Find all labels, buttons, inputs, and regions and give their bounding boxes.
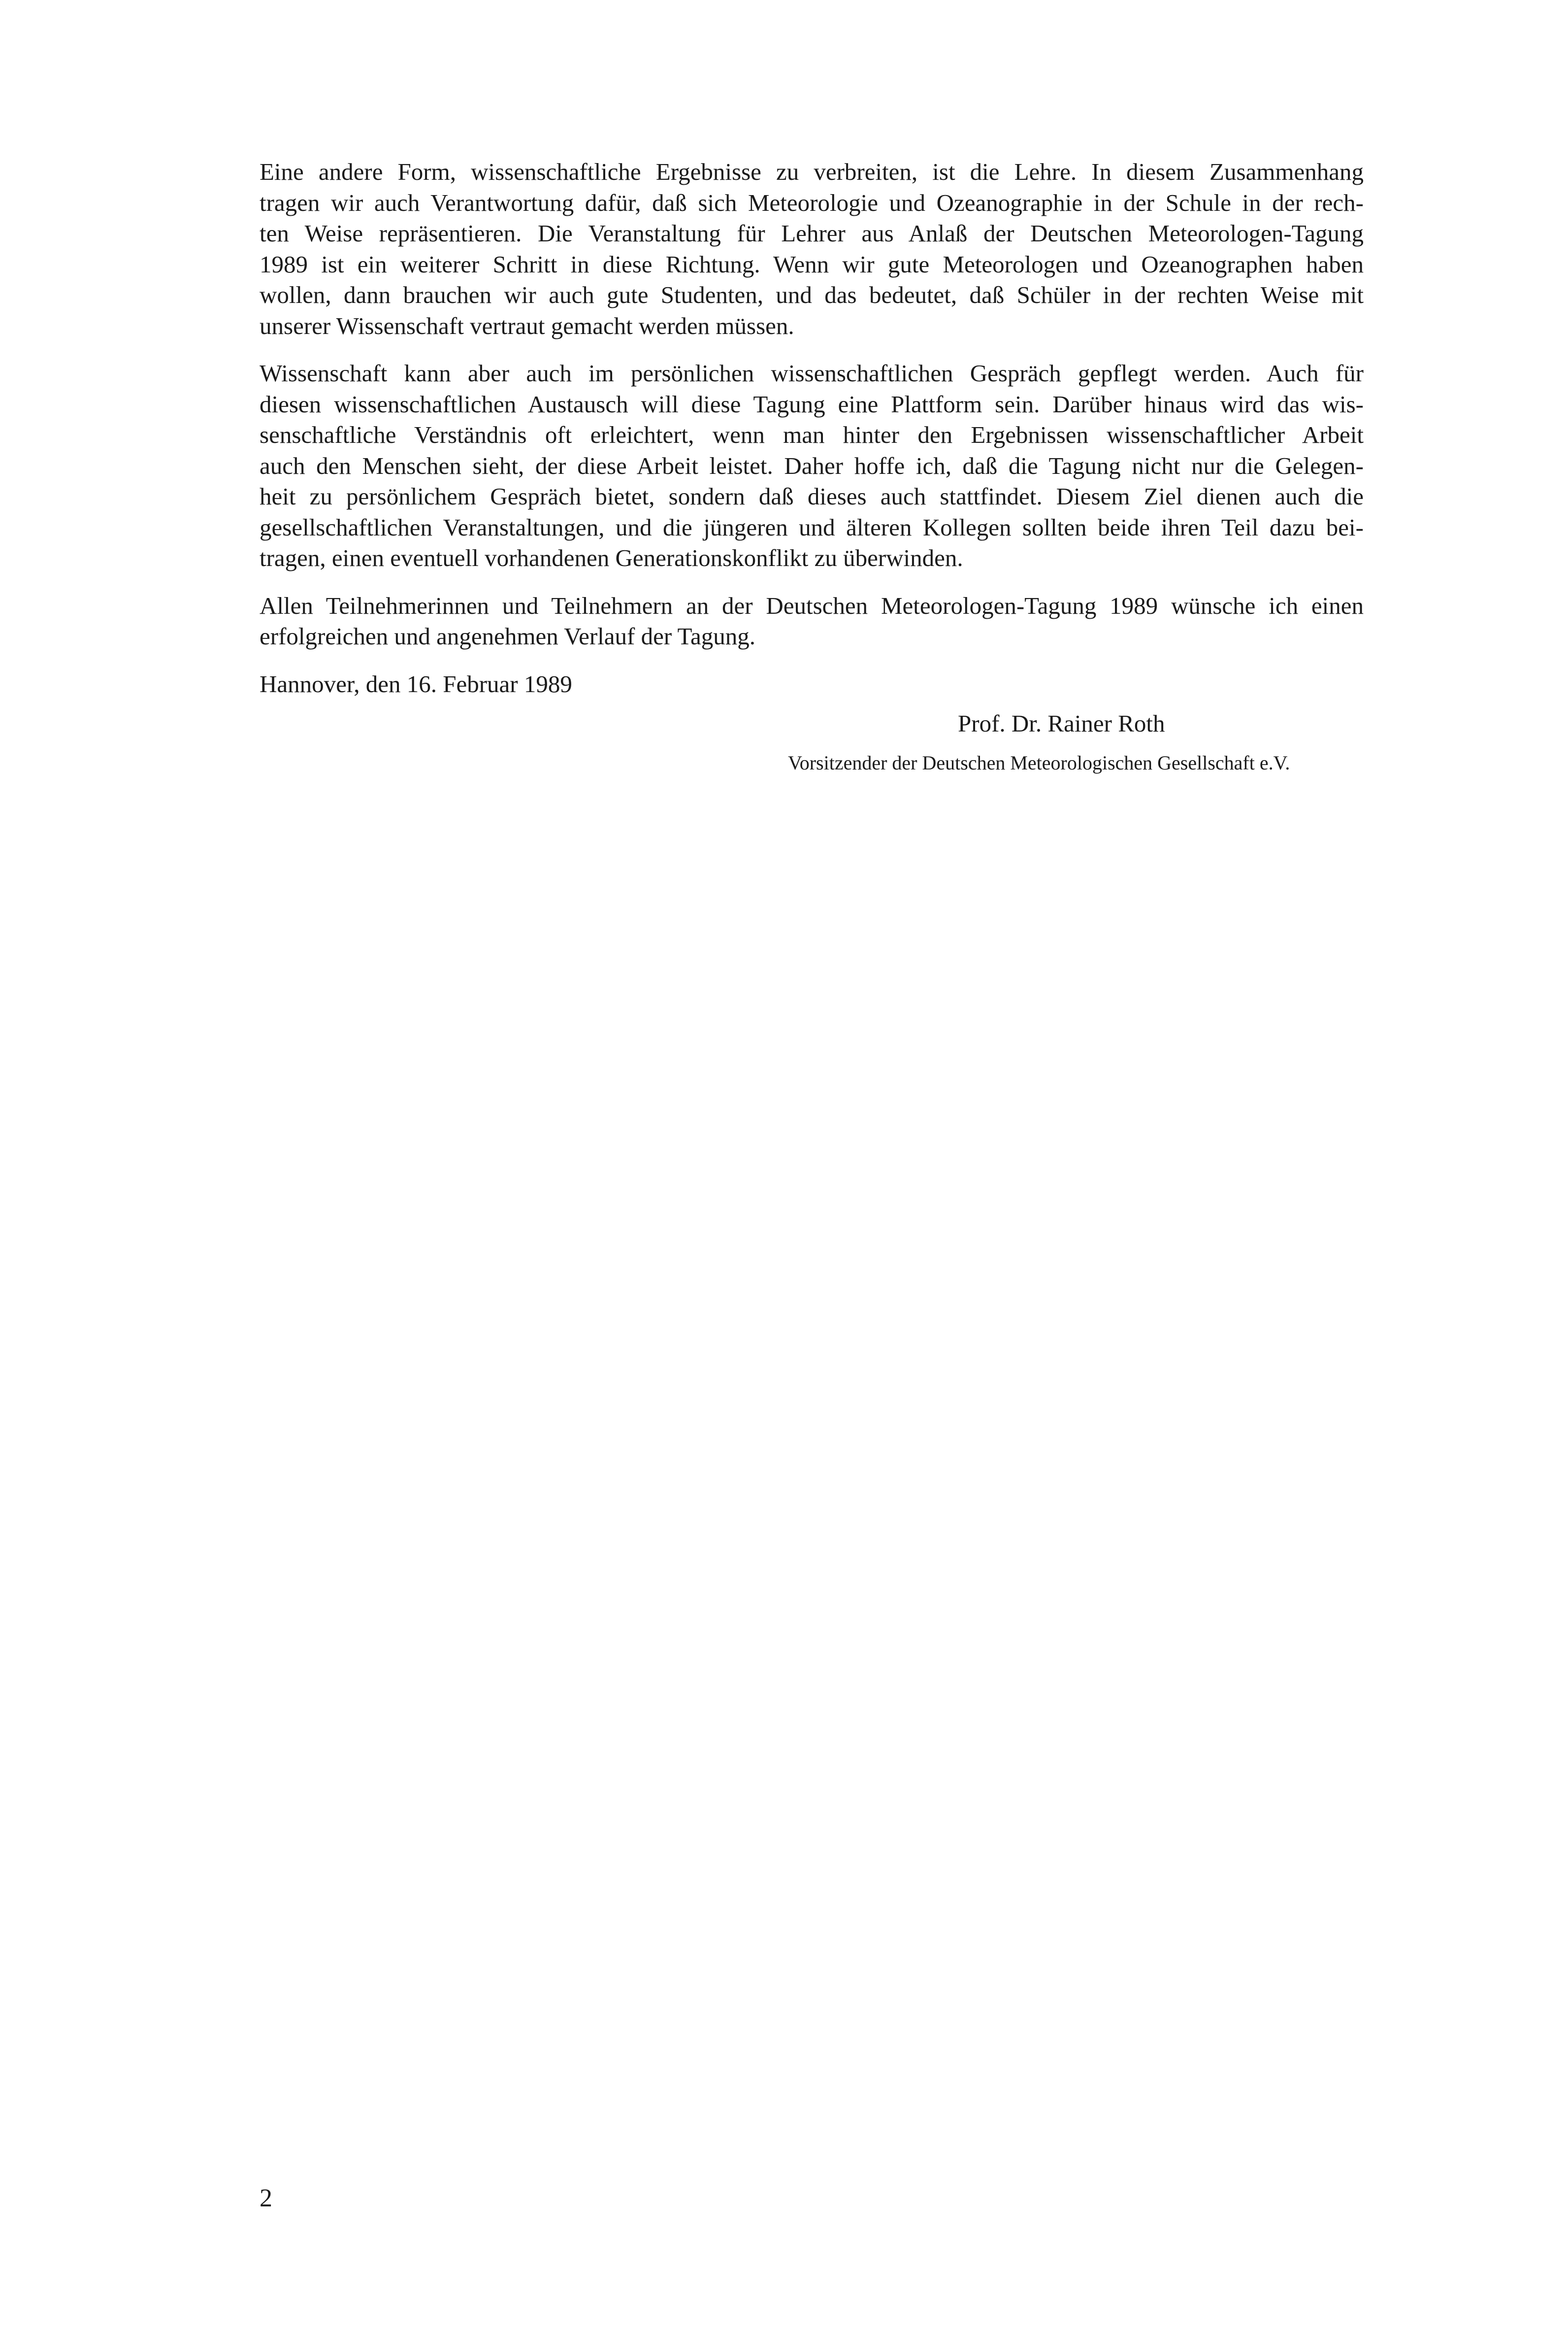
paragraph-teaching <box>260 157 1364 341</box>
text-line: auch den Menschen sieht, der diese Arbeit leistet. Daher hoffe ich, daß die Tagung nicht nur die Gelegen- <box>260 452 1364 479</box>
text-line: senschaftliche Verständnis oft erleichtert, wenn man hinter den Ergebnissen wissenschaftlicher Arbeit <box>260 421 1364 448</box>
text-line: 1989 ist ein weiterer Schritt in diese Richtung. Wenn wir gute Meteorologen und Ozeanographen haben <box>260 250 1364 278</box>
text-line: unserer Wissenschaft vertraut gemacht werden müssen. <box>260 312 794 339</box>
signature-block <box>788 708 1379 775</box>
body-text <box>260 157 1364 716</box>
text-line: Wissenschaft kann aber auch im persönlichen wissenschaftlichen Gespräch gepflegt werden. Auch für <box>260 360 1364 387</box>
text-line: tragen, einen eventuell vorhandenen Generationskonflikt zu überwinden. <box>260 544 963 571</box>
text-line: heit zu persönlichem Gespräch bietet, sondern daß dieses auch stattfindet. Diesem Ziel dienen auch die <box>260 483 1364 510</box>
text-line: diesen wissenschaftlichen Austausch will diese Tagung eine Plattform sein. Darüber hinaus wird das wis- <box>260 390 1364 418</box>
text-line: wollen, dann brauchen wir auch gute Studenten, und das bedeutet, daß Schüler in der rechten Weise mit <box>260 281 1364 308</box>
text-line: tragen wir auch Verantwortung dafür, daß sich Meteorologie und Ozeanographie in der Schule in der rech- <box>260 189 1364 216</box>
page-number: 2 <box>260 2184 272 2212</box>
date-line <box>260 669 1364 700</box>
text-line: gesellschaftlichen Veranstaltungen, und die jüngeren und älteren Kollegen sollten beide ihren Teil dazu bei- <box>260 513 1364 541</box>
text-line: Eine andere Form, wissenschaftliche Ergebnisse zu verbreiten, ist die Lehre. In diesem Zusammenhang <box>260 158 1364 185</box>
text-line: Hannover, den 16. Februar 1989 <box>260 670 572 698</box>
text-line: ten Weise repräsentieren. Die Veranstaltung für Lehrer aus Anlaß der Deutschen Meteorologen-Tagung <box>260 220 1364 247</box>
signatory-name: Prof. Dr. Rainer Roth <box>958 710 1165 737</box>
paragraph-exchange <box>260 358 1364 574</box>
text-line: Allen Teilnehmerinnen und Teilnehmern an der Deutschen Meteorologen-Tagung 1989 wünsche ich einen <box>260 592 1364 619</box>
signatory-title: Vorsitzender der Deutschen Meteorologischen Gesellschaft e.V. <box>788 752 1290 774</box>
text-line: erfolgreichen und angenehmen Verlauf der Tagung. <box>260 623 756 650</box>
paragraph-wishes <box>260 591 1364 652</box>
